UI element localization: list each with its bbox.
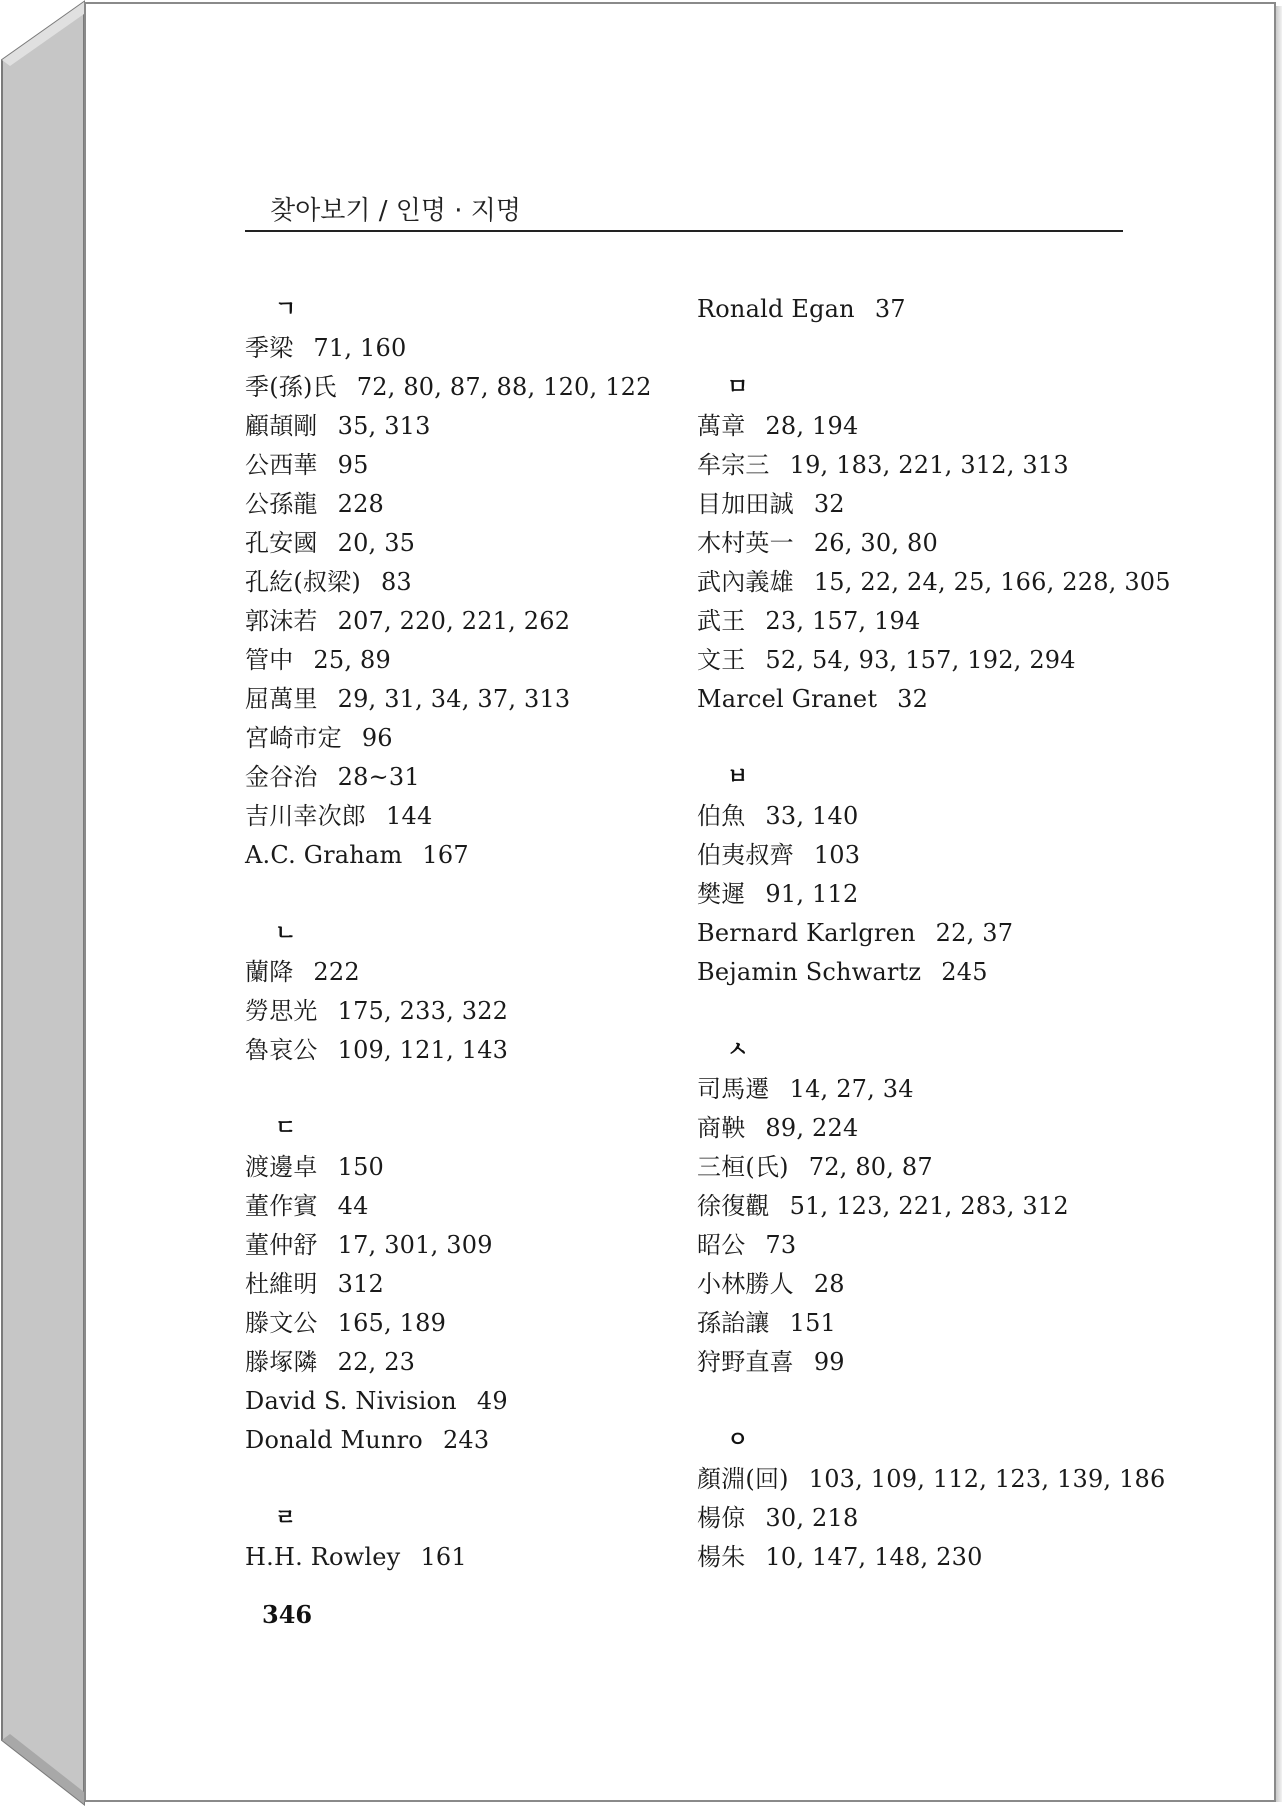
- header-rule: [245, 230, 1123, 232]
- entry-pages: 99: [813, 1348, 845, 1376]
- entry-name: 孔紇(叔梁): [245, 568, 361, 596]
- index-entry: [697, 1538, 1167, 1577]
- entry-name: H.H. Rowley: [245, 1543, 401, 1571]
- entry-pages: 29, 31, 34, 37, 313: [337, 685, 571, 713]
- entry-name: 滕文公: [245, 1309, 318, 1337]
- entry-pages: 15, 22, 24, 25, 166, 228, 305: [813, 568, 1171, 596]
- entry-pages: 22, 23: [337, 1348, 416, 1376]
- entry-name: 三桓(氏): [697, 1153, 789, 1181]
- entry-name: 木村英一: [697, 529, 794, 557]
- index-entry: [697, 914, 1167, 953]
- entry-name: 魯哀公: [245, 1036, 318, 1064]
- index-entry: [697, 524, 1167, 563]
- index-entry: [697, 641, 1167, 680]
- index-entry: [245, 1226, 675, 1265]
- index-entry: [245, 641, 675, 680]
- index-entry: [697, 290, 1167, 329]
- entry-name: 管中: [245, 646, 294, 674]
- index-entry: [245, 758, 675, 797]
- entry-name: 季梁: [245, 334, 294, 362]
- entry-name: Bernard Karlgren: [697, 919, 916, 947]
- index-entry: [245, 1031, 675, 1070]
- entry-pages: 28: [813, 1270, 845, 1298]
- entry-name: 蘭降: [245, 958, 294, 986]
- entry-pages: 51, 123, 221, 283, 312: [789, 1192, 1069, 1220]
- entry-pages: 144: [386, 802, 433, 830]
- section-gap: [245, 1070, 675, 1109]
- section-gap: [697, 1382, 1167, 1421]
- index-entry: [245, 563, 675, 602]
- entry-pages: 161: [420, 1543, 467, 1571]
- entry-pages: 151: [789, 1309, 837, 1337]
- entry-name: Marcel Granet: [697, 685, 878, 713]
- entry-pages: 28, 194: [765, 412, 859, 440]
- index-entry: [245, 953, 675, 992]
- section-gap: [245, 1460, 675, 1499]
- index-column-left: [245, 290, 675, 1577]
- entry-name: 滕塚隣: [245, 1348, 318, 1376]
- entry-name: 牟宗三: [697, 451, 770, 479]
- entry-name: 徐復觀: [697, 1192, 770, 1220]
- index-entry: [245, 1148, 675, 1187]
- section-heading: ㄹ: [275, 1506, 297, 1531]
- index-entry: [697, 1343, 1167, 1382]
- index-entry: [697, 1265, 1167, 1304]
- entry-name: 伯夷叔齊: [697, 841, 794, 869]
- running-head: 찾아보기 / 인명 · 지명: [270, 196, 522, 226]
- entry-pages: 167: [422, 841, 469, 869]
- entry-name: 伯魚: [697, 802, 746, 830]
- entry-name: 董仲舒: [245, 1231, 318, 1259]
- entry-name: 顏淵(回): [697, 1465, 789, 1493]
- section-heading: ㅇ: [727, 1428, 749, 1453]
- entry-name: 金谷治: [245, 763, 318, 791]
- entry-pages: 150: [337, 1153, 385, 1181]
- entry-name: 屈萬里: [245, 685, 318, 713]
- entry-pages: 175, 233, 322: [337, 997, 509, 1025]
- section-heading: ㅅ: [727, 1038, 749, 1063]
- entry-name: 郭沫若: [245, 607, 318, 635]
- entry-pages: 222: [313, 958, 360, 986]
- entry-name: 孫詒讓: [697, 1309, 770, 1337]
- entry-pages: 96: [361, 724, 393, 752]
- entry-pages: 30, 218: [765, 1504, 859, 1532]
- entry-pages: 26, 30, 80: [813, 529, 938, 557]
- index-entry: [697, 485, 1167, 524]
- entry-name: 楊朱: [697, 1543, 746, 1571]
- entry-name: 武內義雄: [697, 568, 794, 596]
- index-entry: [697, 1226, 1167, 1265]
- section-heading: ㅂ: [727, 765, 749, 790]
- section-gap: [697, 329, 1167, 368]
- entry-pages: 72, 80, 87: [808, 1153, 933, 1181]
- entry-name: 孔安國: [245, 529, 318, 557]
- section-heading: ㅁ: [727, 375, 749, 400]
- entry-pages: 32: [813, 490, 845, 518]
- index-entry: [697, 680, 1167, 719]
- section-gap: [245, 875, 675, 914]
- entry-name: David S. Nivision: [245, 1387, 457, 1415]
- index-entry: [245, 836, 675, 875]
- section-heading: ㄷ: [275, 1116, 297, 1141]
- entry-pages: 20, 35: [337, 529, 416, 557]
- entry-pages: 72, 80, 87, 88, 120, 122: [356, 373, 652, 401]
- entry-pages: 35, 313: [337, 412, 431, 440]
- index-column-right: [697, 290, 1171, 1577]
- index-entry: [245, 407, 675, 446]
- entry-pages: 28~31: [337, 763, 420, 791]
- entry-pages: 19, 183, 221, 312, 313: [789, 451, 1069, 479]
- index-entry: [245, 485, 675, 524]
- entry-name: Donald Munro: [245, 1426, 423, 1454]
- entry-pages: 71, 160: [313, 334, 407, 362]
- index-entry: [697, 953, 1167, 992]
- index-entry: [245, 719, 675, 758]
- index-entry: [697, 446, 1167, 485]
- entry-name: 樊遲: [697, 880, 746, 908]
- entry-pages: 17, 301, 309: [337, 1231, 493, 1259]
- entry-name: 渡邊卓: [245, 1153, 318, 1181]
- entry-pages: 22, 37: [935, 919, 1014, 947]
- index-entry: [245, 680, 675, 719]
- entry-pages: 228: [337, 490, 385, 518]
- entry-pages: 109, 121, 143: [337, 1036, 509, 1064]
- entry-pages: 23, 157, 194: [765, 607, 921, 635]
- entry-pages: 49: [476, 1387, 508, 1415]
- index-entry: [245, 992, 675, 1031]
- entry-name: 杜維明: [245, 1270, 318, 1298]
- index-entry: [245, 446, 675, 485]
- index-entry: [245, 1421, 675, 1460]
- entry-pages: 32: [897, 685, 929, 713]
- entry-pages: 25, 89: [313, 646, 391, 674]
- section-heading: ㄱ: [275, 297, 297, 322]
- index-entry: [697, 602, 1167, 641]
- entry-pages: 207, 220, 221, 262: [337, 607, 571, 635]
- entry-name: Bejamin Schwartz: [697, 958, 922, 986]
- entry-pages: 103: [813, 841, 861, 869]
- index-entry: [697, 1304, 1167, 1343]
- entry-name: 文王: [697, 646, 746, 674]
- entry-pages: 245: [941, 958, 988, 986]
- entry-name: 董作賓: [245, 1192, 318, 1220]
- entry-name: 吉川幸次郎: [245, 802, 366, 830]
- index-entry: [245, 602, 675, 641]
- index-entry: [245, 797, 675, 836]
- entry-name: Ronald Egan: [697, 295, 855, 323]
- entry-pages: 243: [442, 1426, 490, 1454]
- entry-pages: 37: [874, 295, 906, 323]
- entry-pages: 44: [337, 1192, 369, 1220]
- index-entry: [697, 836, 1167, 875]
- index-entry: [245, 368, 675, 407]
- index-entry: [697, 875, 1167, 914]
- index-entry: [697, 563, 1171, 602]
- entry-pages: 10, 147, 148, 230: [765, 1543, 983, 1571]
- index-entry: [245, 1187, 675, 1226]
- entry-pages: 91, 112: [765, 880, 859, 908]
- index-entry: [697, 1070, 1167, 1109]
- entry-name: 商鞅: [697, 1114, 746, 1142]
- entry-name: 顧頡剛: [245, 412, 318, 440]
- entry-pages: 52, 54, 93, 157, 192, 294: [765, 646, 1076, 674]
- section-gap: [697, 992, 1167, 1031]
- entry-pages: 89, 224: [765, 1114, 859, 1142]
- index-entry: [245, 1304, 675, 1343]
- entry-name: 宮崎市定: [245, 724, 342, 752]
- entry-name: 昭公: [697, 1231, 746, 1259]
- entry-name: 小林勝人: [697, 1270, 794, 1298]
- entry-pages: 103, 109, 112, 123, 139, 186: [808, 1465, 1166, 1493]
- index-entry: [245, 329, 675, 368]
- book-spine: [0, 0, 86, 1806]
- index-entry: [697, 1460, 1167, 1499]
- index-entry: [697, 407, 1167, 446]
- index-entry: [697, 1148, 1167, 1187]
- index-entry: [697, 1109, 1167, 1148]
- entry-name: 武王: [697, 607, 746, 635]
- section-gap: [697, 719, 1167, 758]
- entry-pages: 14, 27, 34: [789, 1075, 914, 1103]
- entry-pages: 165, 189: [337, 1309, 447, 1337]
- entry-name: 楊倞: [697, 1504, 746, 1532]
- section-heading: ㄴ: [275, 921, 297, 946]
- index-entry: [245, 1382, 675, 1421]
- index-entry: [697, 797, 1167, 836]
- entry-name: 季(孫)氏: [245, 373, 337, 401]
- index-entry: [697, 1499, 1167, 1538]
- entry-name: A.C. Graham: [245, 841, 403, 869]
- index-entry: [245, 1538, 675, 1577]
- entry-name: 勞思光: [245, 997, 318, 1025]
- entry-name: 目加田誠: [697, 490, 794, 518]
- entry-pages: 33, 140: [765, 802, 859, 830]
- entry-pages: 73: [765, 1231, 797, 1259]
- index-entry: [245, 524, 675, 563]
- entry-pages: 312: [337, 1270, 385, 1298]
- entry-name: 萬章: [697, 412, 746, 440]
- entry-name: 司馬遷: [697, 1075, 770, 1103]
- entry-pages: 95: [337, 451, 369, 479]
- page-number: 346: [262, 1600, 313, 1629]
- entry-name: 公西華: [245, 451, 318, 479]
- index-entry: [697, 1187, 1167, 1226]
- entry-pages: 83: [380, 568, 412, 596]
- entry-name: 公孫龍: [245, 490, 318, 518]
- index-entry: [245, 1343, 675, 1382]
- index-entry: [245, 1265, 675, 1304]
- entry-name: 狩野直喜: [697, 1348, 794, 1376]
